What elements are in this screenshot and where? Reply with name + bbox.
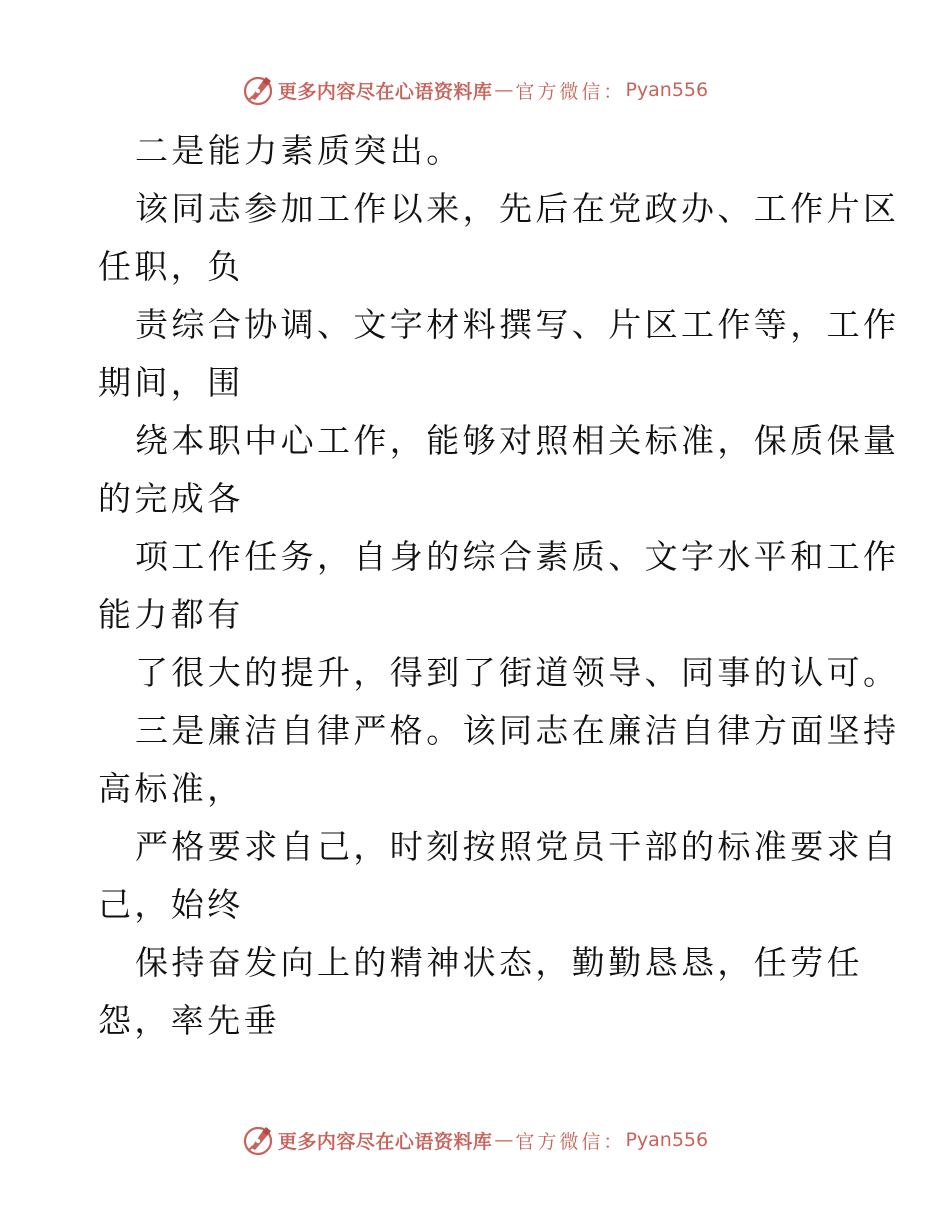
body-line: 的完成各: [98, 479, 244, 518]
banner-wechat-id: Pyan556: [625, 79, 709, 101]
body-line: 了很大的提升，得到了街道领导、同事的认可。: [135, 653, 900, 692]
banner-dash: —: [494, 79, 514, 101]
body-line: 责综合协调、文字材料撰写、片区工作等，工作: [135, 305, 900, 344]
banner-brand-text: 更多内容尽在心语资料库: [277, 80, 493, 103]
body-line: 三是廉洁自律严格。该同志在廉洁自律方面坚持: [135, 711, 900, 750]
pen-nib-logo-icon: [242, 1124, 274, 1156]
body-line: 任职，负: [98, 247, 244, 286]
body-line: 二是能力素质突出。: [135, 131, 463, 170]
banner-brand-text: 更多内容尽在心语资料库: [277, 1130, 493, 1153]
body-line: 怨，率先垂: [98, 1001, 280, 1040]
body-line: 绕本职中心工作，能够对照相关标准，保质保量: [135, 421, 900, 460]
body-line: 严格要求自己，时刻按照党员干部的标准要求自: [135, 827, 900, 866]
header-banner: [0, 70, 950, 110]
body-line: 期间，围: [98, 363, 244, 402]
banner-wechat-id: Pyan556: [625, 1129, 709, 1151]
body-line: 保持奋发向上的精神状态，勤勤恳恳，任劳任: [135, 943, 863, 982]
body-line: 高标准，: [98, 769, 244, 808]
body-text: [98, 122, 900, 1050]
footer-banner: [0, 1120, 950, 1160]
body-line: 该同志参加工作以来，先后在党政办、工作片区: [135, 189, 900, 228]
pen-nib-logo-icon: [242, 74, 274, 106]
banner-dash: —: [494, 1129, 514, 1151]
body-line: 己，始终: [98, 885, 244, 924]
banner-official-label: 官方微信：: [515, 80, 626, 103]
body-line: 项工作任务，自身的综合素质、文字水平和工作: [135, 537, 900, 576]
banner-official-label: 官方微信：: [515, 1130, 626, 1153]
body-line: 能力都有: [98, 595, 244, 634]
